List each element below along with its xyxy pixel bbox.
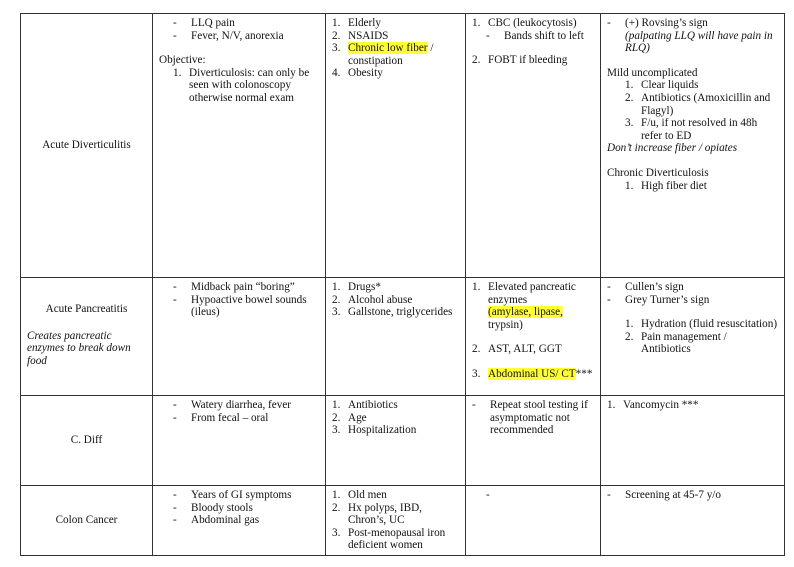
- highlight: (amylase, lipase,: [488, 306, 563, 319]
- list-item: 3. Gallstone, triglycerides: [332, 306, 453, 319]
- symptoms-cell: [153, 396, 326, 486]
- list-item: 1. Diverticulosis: can only be seen with colonoscopy otherwise normal exam: [173, 66, 310, 104]
- list-item: - Cullen’s sign: [607, 281, 684, 293]
- management-cell: [601, 396, 785, 486]
- list-item: 2. FOBT if bleeding: [472, 54, 568, 67]
- labs-cell: [466, 14, 601, 278]
- list-item: 1. High fiber diet: [625, 179, 707, 192]
- risk-cell: [326, 396, 466, 486]
- list-item: 3. Chronic low fiber / constipation: [332, 42, 434, 67]
- list-item: - Repeat stool testing if asymptomatic not recommended: [472, 399, 588, 437]
- list-item: - Bloody stools: [173, 501, 253, 514]
- list-item: 1. Vancomycin ***: [607, 399, 699, 411]
- disease-cell: [21, 486, 153, 556]
- list-item: 1. Hydration (fluid resuscitation): [625, 318, 778, 331]
- labs-cell: [466, 396, 601, 486]
- notes-table: [20, 13, 785, 556]
- disease-note: Creates pancreatic enzymes to break down food: [27, 329, 131, 367]
- table-row: [21, 396, 785, 486]
- labs-cell: [466, 278, 601, 396]
- risk-cell: [326, 14, 466, 278]
- list-item: - Abdominal gas: [173, 514, 260, 527]
- section-heading: Chronic Diverticulosis: [607, 166, 709, 179]
- disease-name: Colon Cancer: [55, 514, 118, 527]
- list-item: 1. Drugs*: [332, 281, 381, 293]
- list-item: 4. Obesity: [332, 67, 383, 80]
- list-item: 1. Elevated pancreatic enzymes (amylase, lipase, trypsin): [472, 281, 576, 331]
- list-item: - Midback pain “boring”: [173, 281, 295, 293]
- disease-name: Acute Diverticulitis: [42, 139, 131, 152]
- list-item: 3. Abdominal US/ CT***: [472, 367, 593, 380]
- table-row: [21, 278, 785, 396]
- symptoms-cell: [153, 278, 326, 396]
- list-item: - From fecal – oral: [173, 411, 269, 424]
- objective-label: Objective:: [159, 54, 206, 67]
- list-item: 2. Alcohol abuse: [332, 293, 413, 306]
- list-item: 3. F/u, if not resolved in 48h refer to ED: [625, 117, 758, 142]
- list-item: 2. Hx polyps, IBD, Chron’s, UC: [332, 501, 422, 527]
- list-item: - LLQ pain: [173, 17, 235, 29]
- disease-cell: [21, 278, 153, 396]
- risk-cell: [326, 278, 466, 396]
- labs-cell: [466, 486, 601, 556]
- section-heading: Mild uncomplicated: [607, 66, 698, 79]
- list-item: 1. Clear liquids: [625, 79, 699, 92]
- list-item: - Hypoactive bowel sounds (ileus): [173, 293, 307, 319]
- disease-name: C. Diff: [70, 434, 103, 447]
- management-cell: [601, 14, 785, 278]
- list-item: 3. Hospitalization: [332, 424, 417, 437]
- symptoms-cell: [153, 486, 326, 556]
- disease-name: Acute Pancreatitis: [45, 303, 128, 315]
- list-item: 2. Antibiotics (Amoxicillin and Flagyl): [625, 91, 771, 117]
- list-item: -: [486, 489, 490, 501]
- list-item: - Watery diarrhea, fever: [173, 399, 292, 411]
- list-item: - Bands shift to left: [486, 29, 584, 42]
- list-item: 2. Age: [332, 411, 367, 424]
- list-item: 1. Old men: [332, 489, 387, 501]
- list-item: 1. Elderly: [332, 17, 381, 29]
- highlight: Abdominal US/ CT: [488, 367, 576, 380]
- list-item: - Fever, N/V, anorexia: [173, 29, 284, 42]
- list-item: 3. Post-menopausal iron deficient women: [332, 526, 446, 552]
- list-item: - Years of GI symptoms: [173, 489, 292, 501]
- management-cell: [601, 486, 785, 556]
- symptoms-cell: [153, 14, 326, 278]
- highlight: Chronic low fiber: [348, 42, 428, 55]
- management-cell: [601, 278, 785, 396]
- warning-note: Don’t increase fiber / opiates: [607, 142, 738, 155]
- list-item: 2. NSAIDS: [332, 29, 389, 42]
- list-item: 2. AST, ALT, GGT: [472, 343, 562, 356]
- list-item: 1. CBC (leukocytosis): [472, 17, 577, 29]
- list-item: - Grey Turner’s sign: [607, 293, 710, 306]
- table-row: [21, 14, 785, 278]
- list-item: 2. Pain management / Antibiotics: [625, 330, 727, 356]
- disease-cell: [21, 396, 153, 486]
- list-item: - (+) Rovsing’s sign (palpating LLQ will have pain in RLQ): [607, 17, 773, 55]
- list-item: 1. Antibiotics: [332, 399, 398, 411]
- list-item: - Screening at 45-7 y/o: [607, 489, 722, 501]
- disease-cell: [21, 14, 153, 278]
- table-row: [21, 486, 785, 556]
- risk-cell: [326, 486, 466, 556]
